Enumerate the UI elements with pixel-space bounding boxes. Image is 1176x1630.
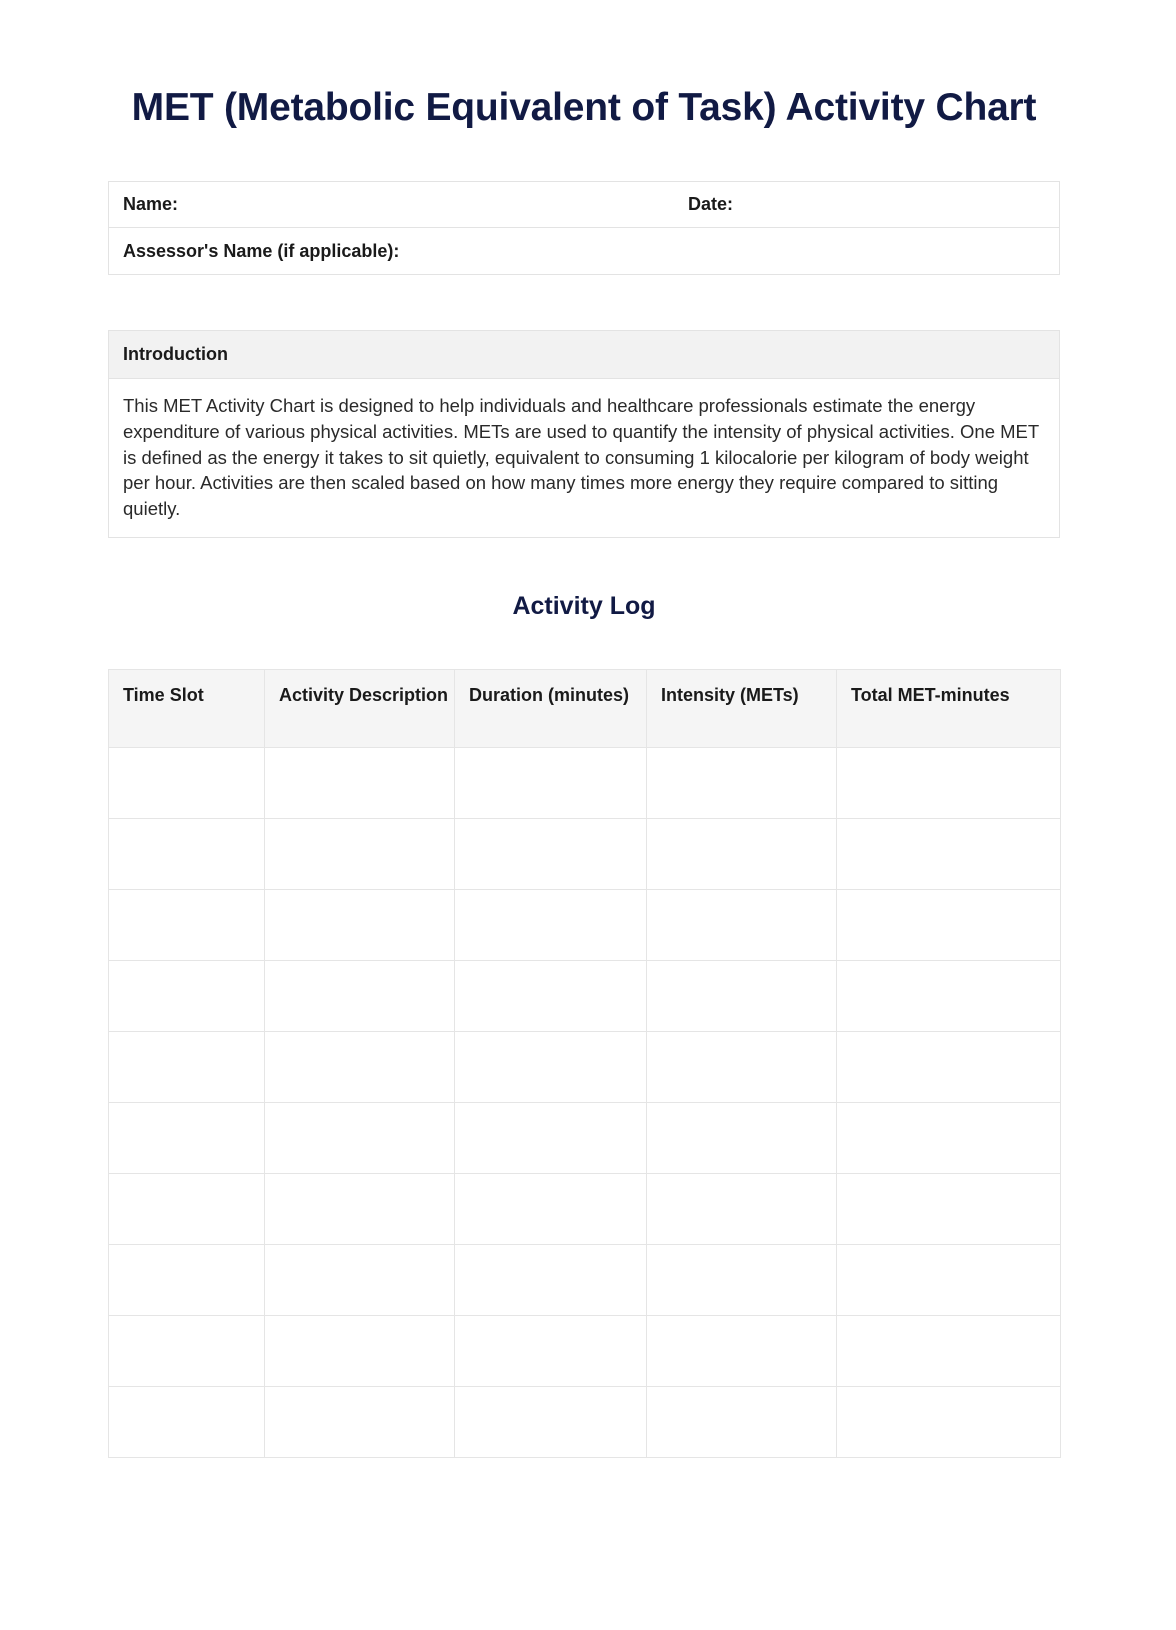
activity-log-head: [109, 670, 1061, 748]
table-header-row: [109, 670, 1061, 748]
cell-activity-description[interactable]: [265, 1387, 455, 1458]
cell-activity-description[interactable]: [265, 890, 455, 961]
column-header-intensity: Intensity (METs): [647, 670, 837, 748]
cell-intensity[interactable]: [647, 748, 837, 819]
cell-total-met-minutes[interactable]: [837, 819, 1061, 890]
introduction-heading: Introduction: [109, 331, 1059, 379]
cell-total-met-minutes[interactable]: [837, 1316, 1061, 1387]
table-row: [109, 1174, 1061, 1245]
name-date-row: [109, 182, 1059, 228]
cell-intensity[interactable]: [647, 1245, 837, 1316]
cell-duration[interactable]: [455, 961, 647, 1032]
cell-activity-description[interactable]: [265, 1245, 455, 1316]
assessor-field-label[interactable]: Assessor's Name (if applicable):: [123, 240, 400, 261]
introduction-body: This MET Activity Chart is designed to help individuals and healthcare professionals estimate the energy expenditure of various physical activities. METs are used to quantify the intensity of physical activities. One MET is defined as the energy it takes to sit quietly, equivalent to consuming 1 kilocalorie per kilogram of body weight per hour. Activities are then scaled based on how many times more energy they require compared to sitting quietly.: [123, 395, 1039, 519]
cell-intensity[interactable]: [647, 819, 837, 890]
cell-activity-description[interactable]: [265, 1032, 455, 1103]
cell-activity-description[interactable]: [265, 1316, 455, 1387]
page-title: MET (Metabolic Equivalent of Task) Activity Chart: [131, 86, 1037, 129]
cell-activity-description[interactable]: [265, 961, 455, 1032]
cell-activity-description[interactable]: [265, 1174, 455, 1245]
cell-time-slot[interactable]: [109, 1032, 265, 1103]
cell-total-met-minutes[interactable]: [837, 1103, 1061, 1174]
date-field-label[interactable]: Date:: [688, 194, 734, 215]
cell-time-slot[interactable]: [109, 961, 265, 1032]
cell-time-slot[interactable]: [109, 1316, 265, 1387]
cell-total-met-minutes[interactable]: [837, 1245, 1061, 1316]
cell-time-slot[interactable]: [109, 1245, 265, 1316]
cell-time-slot[interactable]: [109, 1387, 265, 1458]
cell-time-slot[interactable]: [109, 819, 265, 890]
table-row: [109, 1032, 1061, 1103]
table-row: [109, 1387, 1061, 1458]
column-header-duration: Duration (minutes): [455, 670, 647, 748]
table-row: [109, 819, 1061, 890]
cell-intensity[interactable]: [647, 1103, 837, 1174]
cell-duration[interactable]: [455, 1103, 647, 1174]
cell-activity-description[interactable]: [265, 819, 455, 890]
activity-log-table: [108, 669, 1061, 1458]
page-content: [108, 0, 1060, 1458]
activity-log-heading: Activity Log: [512, 592, 656, 621]
name-field-label[interactable]: Name:: [123, 194, 179, 215]
cell-intensity[interactable]: [647, 1316, 837, 1387]
assessor-row: [109, 228, 1059, 274]
table-row: [109, 890, 1061, 961]
cell-duration[interactable]: [455, 819, 647, 890]
table-row: [109, 961, 1061, 1032]
cell-time-slot[interactable]: [109, 890, 265, 961]
table-row: [109, 1316, 1061, 1387]
cell-total-met-minutes[interactable]: [837, 1032, 1061, 1103]
table-row: [109, 748, 1061, 819]
cell-intensity[interactable]: [647, 1174, 837, 1245]
cell-total-met-minutes[interactable]: [837, 1387, 1061, 1458]
cell-time-slot[interactable]: [109, 1174, 265, 1245]
cell-time-slot[interactable]: [109, 1103, 265, 1174]
cell-duration[interactable]: [455, 748, 647, 819]
table-row: [109, 1103, 1061, 1174]
column-header-activity-description: Activity Description: [265, 670, 455, 748]
cell-activity-description[interactable]: [265, 748, 455, 819]
cell-total-met-minutes[interactable]: [837, 1174, 1061, 1245]
cell-total-met-minutes[interactable]: [837, 961, 1061, 1032]
cell-intensity[interactable]: [647, 890, 837, 961]
cell-total-met-minutes[interactable]: [837, 748, 1061, 819]
cell-duration[interactable]: [455, 890, 647, 961]
cell-duration[interactable]: [455, 1387, 647, 1458]
activity-log-body: [109, 748, 1061, 1458]
cell-intensity[interactable]: [647, 1032, 837, 1103]
cell-duration[interactable]: [455, 1032, 647, 1103]
cell-total-met-minutes[interactable]: [837, 890, 1061, 961]
identity-block: [108, 181, 1060, 275]
cell-intensity[interactable]: [647, 961, 837, 1032]
cell-duration[interactable]: [455, 1174, 647, 1245]
introduction-block: [108, 330, 1060, 538]
cell-time-slot[interactable]: [109, 748, 265, 819]
cell-duration[interactable]: [455, 1316, 647, 1387]
cell-activity-description[interactable]: [265, 1103, 455, 1174]
cell-duration[interactable]: [455, 1245, 647, 1316]
column-header-time-slot: Time Slot: [109, 670, 265, 748]
column-header-total-met-minutes: Total MET-minutes: [837, 670, 1061, 748]
table-row: [109, 1245, 1061, 1316]
cell-intensity[interactable]: [647, 1387, 837, 1458]
